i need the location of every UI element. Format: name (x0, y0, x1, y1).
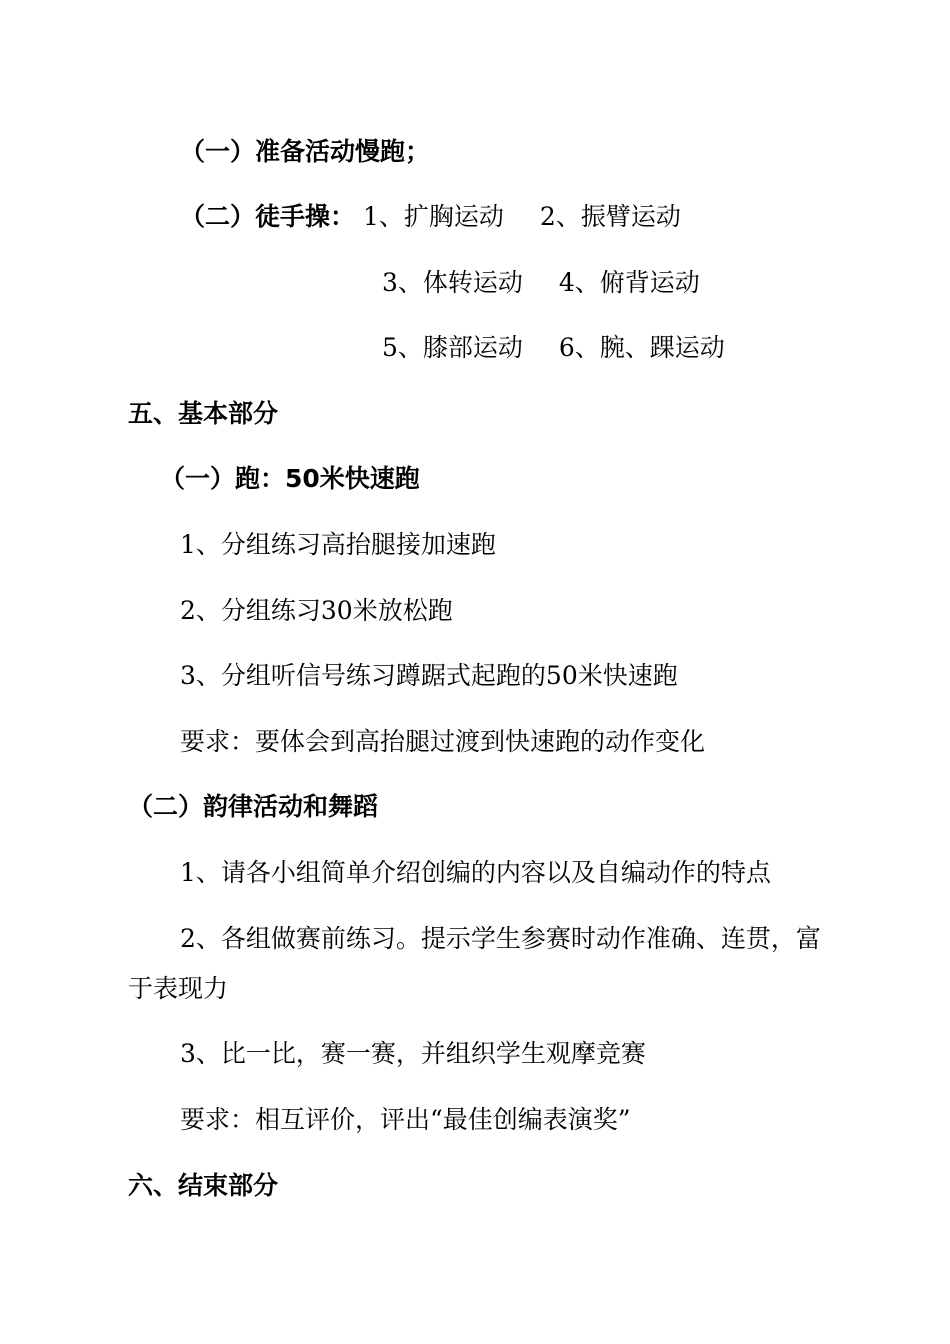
exercise-row (382, 267, 700, 299)
running-requirement: 要求：要体会到高抬腿过渡到快速跑的动作变化 (180, 727, 706, 756)
exercise-item: 4、俯背运动 (558, 268, 700, 297)
exercise-item: 2、振臂运动 (539, 202, 681, 231)
dance-requirement: 要求：相互评价，评出“最佳创编表演奖” (180, 1105, 631, 1134)
subsection-title-rhythm-dance: （二）韵律活动和舞蹈 (128, 792, 379, 821)
running-step: 3、分组听信号练习蹲踞式起跑的50米快速跑 (180, 661, 678, 690)
exercise-item: 5、膝部运动 (382, 333, 523, 362)
running-step: 1、分组练习高抬腿接加速跑 (180, 530, 496, 559)
warmup-item-jogging: （一）准备活动慢跑； (180, 137, 431, 166)
subsection-title-running: （一）跑：50米快速跑 (160, 464, 420, 493)
dance-step: 2、各组做赛前练习。提示学生参赛时动作准确、连贯，富 (180, 924, 821, 953)
dance-step-continuation: 于表现力 (128, 974, 229, 1003)
exercise-item: 1、扩胸运动 (363, 202, 504, 231)
exercise-item: 3、体转运动 (382, 268, 523, 297)
warmup-item-freehand-exercises (180, 201, 681, 233)
dance-step: 1、请各小组简单介绍创编的内容以及自编动作的特点 (180, 858, 771, 887)
freehand-exercises-label: （二）徒手操： (180, 202, 356, 231)
section-heading-basic: 五、基本部分 (128, 399, 279, 428)
running-step: 2、分组练习30米放松跑 (180, 596, 453, 625)
exercise-item: 6、腕、踝运动 (558, 333, 725, 362)
section-heading-closing: 六、结束部分 (128, 1171, 279, 1200)
exercise-row (382, 332, 725, 364)
dance-step: 3、比一比，赛一赛，并组织学生观摩竞赛 (180, 1039, 646, 1068)
